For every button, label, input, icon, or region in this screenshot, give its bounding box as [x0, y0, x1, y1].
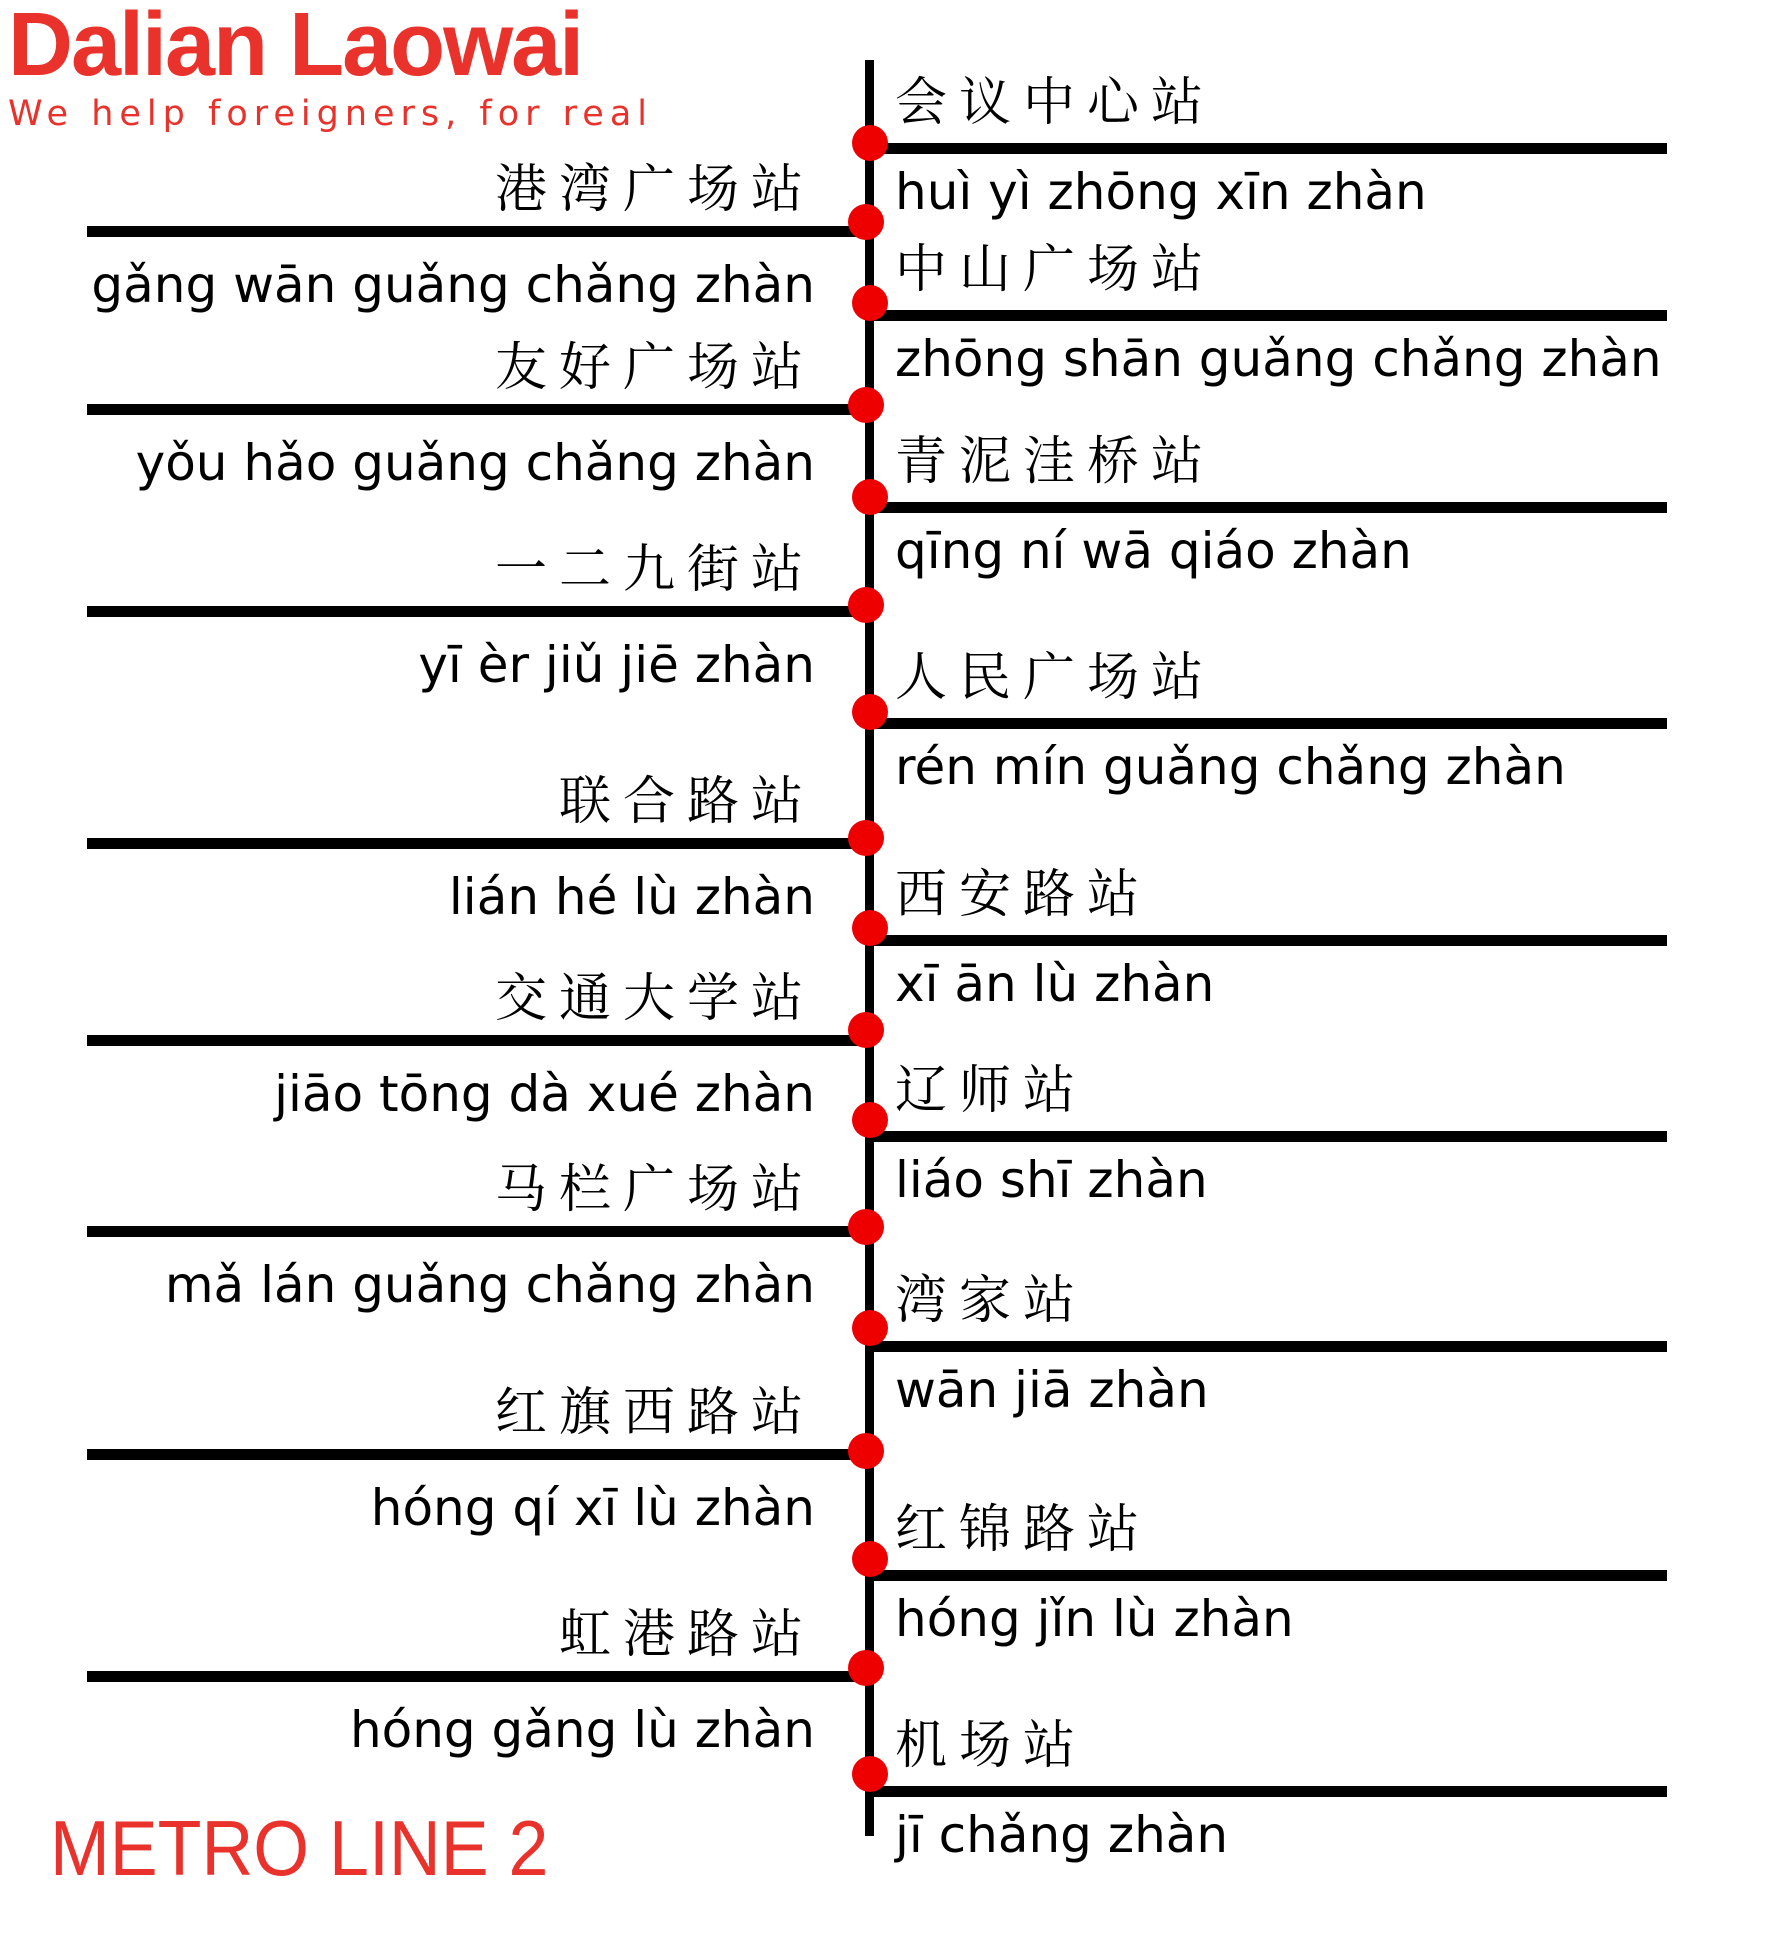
station-name-hanzi: 红锦路站 — [895, 1500, 1152, 1560]
station-name-hanzi: 虹港路站 — [558, 1605, 815, 1665]
station-name-hanzi: 机场站 — [895, 1716, 1088, 1776]
station-dot — [852, 1756, 888, 1792]
station-dot — [852, 1541, 888, 1577]
platform-line-right — [874, 1786, 1667, 1797]
platform-line-right — [874, 310, 1667, 321]
platform-line-left — [87, 1226, 865, 1237]
platform-line-left — [87, 404, 865, 415]
station-name-pinyin: yǒu hǎo guǎng chǎng zhàn — [135, 434, 815, 492]
station-dot — [848, 1012, 884, 1048]
logo — [8, 0, 653, 134]
station-name-pinyin: hóng jǐn lù zhàn — [895, 1590, 1294, 1648]
station-dot — [852, 694, 888, 730]
platform-line-right — [874, 1570, 1667, 1581]
logo-title: Dalian Laowai — [8, 0, 583, 95]
station-dot — [848, 1650, 884, 1686]
station-name-hanzi: 青泥洼桥站 — [895, 432, 1216, 492]
station-name-pinyin: rén mín guǎng chǎng zhàn — [895, 738, 1566, 796]
station-name-pinyin: mǎ lán guǎng chǎng zhàn — [164, 1256, 815, 1314]
station-dot — [852, 1102, 888, 1138]
platform-line-left — [87, 1671, 865, 1682]
station-name-hanzi: 中山广场站 — [895, 240, 1216, 300]
station-name-pinyin: jī chǎng zhàn — [895, 1806, 1229, 1864]
station-dot — [852, 125, 888, 161]
platform-line-left — [87, 838, 865, 849]
station-name-hanzi: 一二九街站 — [494, 540, 815, 600]
station-dot — [848, 1433, 884, 1469]
station-dot — [848, 204, 884, 240]
platform-line-left — [87, 1035, 865, 1046]
station-name-pinyin: wān jiā zhàn — [895, 1361, 1209, 1419]
station-name-pinyin: liáo shī zhàn — [895, 1151, 1208, 1209]
station-name-pinyin: qīng ní wā qiáo zhàn — [895, 522, 1412, 580]
platform-line-right — [874, 718, 1667, 729]
platform-line-left — [87, 606, 865, 617]
platform-line-right — [874, 1131, 1667, 1142]
logo-tagline: We help foreigners, for real — [8, 94, 653, 134]
platform-line-right — [874, 935, 1667, 946]
station-name-pinyin: xī ān lù zhàn — [895, 955, 1215, 1013]
station-name-hanzi: 人民广场站 — [895, 648, 1216, 708]
station-name-hanzi: 交通大学站 — [494, 969, 815, 1029]
station-name-hanzi: 马栏广场站 — [494, 1160, 815, 1220]
station-dot — [852, 479, 888, 515]
station-dot — [848, 387, 884, 423]
station-dot — [852, 285, 888, 321]
station-dot — [848, 820, 884, 856]
station-name-pinyin: zhōng shān guǎng chǎng zhàn — [895, 330, 1662, 388]
station-name-pinyin: lián hé lù zhàn — [448, 868, 815, 926]
station-name-pinyin: yī èr jiǔ jiē zhàn — [418, 636, 815, 694]
platform-line-left — [87, 1449, 865, 1460]
platform-line-left — [87, 226, 865, 237]
station-name-pinyin: gǎng wān guǎng chǎng zhàn — [91, 256, 815, 314]
station-name-pinyin: huì yì zhōng xīn zhàn — [895, 163, 1427, 221]
station-name-hanzi: 会议中心站 — [895, 73, 1216, 133]
station-name-hanzi: 湾家站 — [895, 1271, 1088, 1331]
station-name-pinyin: hóng qí xī lù zhàn — [370, 1479, 815, 1537]
station-dot — [848, 587, 884, 623]
station-name-pinyin: jiāo tōng dà xué zhàn — [274, 1065, 815, 1123]
station-dot — [852, 1310, 888, 1346]
station-name-hanzi: 港湾广场站 — [494, 160, 815, 220]
station-name-hanzi: 西安路站 — [895, 865, 1152, 925]
platform-line-right — [874, 143, 1667, 154]
station-name-hanzi: 联合路站 — [558, 772, 815, 832]
station-dot — [848, 1209, 884, 1245]
platform-line-right — [874, 502, 1667, 513]
platform-line-right — [874, 1341, 1667, 1352]
station-name-hanzi: 红旗西路站 — [494, 1383, 815, 1443]
station-dot — [852, 910, 888, 946]
station-name-pinyin: hóng gǎng lù zhàn — [349, 1701, 815, 1759]
station-name-hanzi: 友好广场站 — [494, 338, 815, 398]
diagram-title: METRO LINE 2 — [50, 1804, 549, 1892]
station-name-hanzi: 辽师站 — [895, 1061, 1088, 1121]
